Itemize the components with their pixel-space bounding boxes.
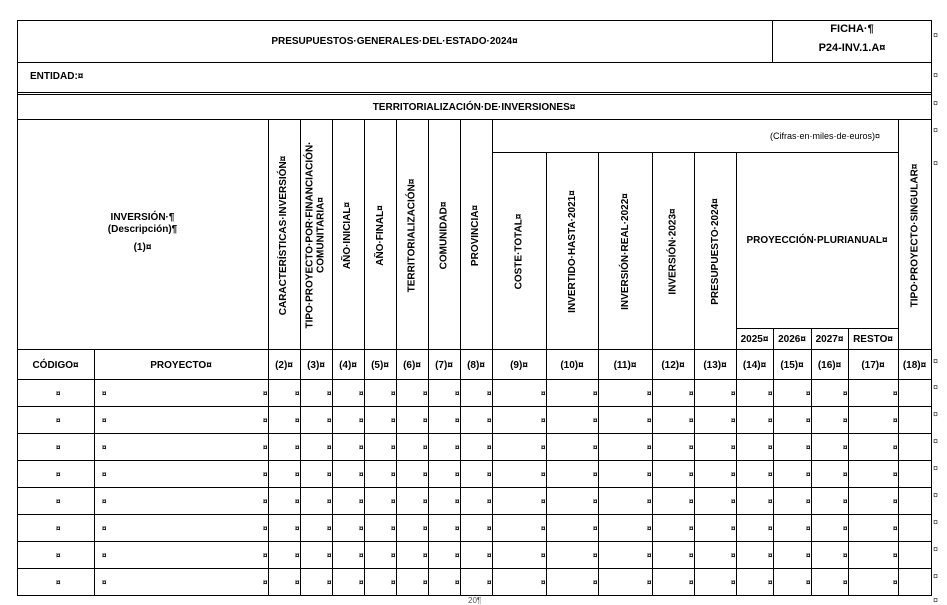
value-cell: ¤ xyxy=(455,443,460,452)
row-rule xyxy=(17,460,931,461)
value-cell: ¤ xyxy=(806,578,811,587)
value-cell: ¤ xyxy=(359,443,364,452)
value-cell: ¤ xyxy=(843,524,848,533)
col-divider xyxy=(492,119,493,595)
proyecto-cell: ¤ xyxy=(102,551,107,560)
value-cell: ¤ xyxy=(263,416,268,425)
margin-mark: ¤ xyxy=(933,544,939,554)
value-cell: ¤ xyxy=(843,578,848,587)
value-cell: ¤ xyxy=(893,389,898,398)
ficha-code: P24-INV.1.A¤ xyxy=(818,42,886,54)
value-cell: ¤ xyxy=(806,443,811,452)
value-cell: ¤ xyxy=(893,443,898,452)
codigo-cell: ¤ xyxy=(56,416,61,425)
value-cell: ¤ xyxy=(327,524,332,533)
value-cell: ¤ xyxy=(893,524,898,533)
codigo-cell: ¤ xyxy=(56,524,61,533)
value-cell: ¤ xyxy=(593,578,598,587)
tipo-singular-header: TIPO·PROYECTO·SINGULAR¤ xyxy=(909,163,920,307)
value-cell: ¤ xyxy=(541,443,546,452)
value-cell: ¤ xyxy=(263,497,268,506)
value-cell: ¤ xyxy=(455,524,460,533)
inversion-line1: INVERSIÓN·¶ xyxy=(110,212,175,223)
value-cell: ¤ xyxy=(295,416,300,425)
value-cell: ¤ xyxy=(391,470,396,479)
inversion-2023-header: INVERSIÓN·2023¤ xyxy=(667,207,679,295)
col-13: (13)¤ xyxy=(703,359,727,371)
col-divider xyxy=(811,328,812,595)
row-rule xyxy=(17,433,931,434)
value-cell: ¤ xyxy=(689,524,694,533)
territorializacion-header: TERRITORIALIZACIÓN¤ xyxy=(406,178,418,292)
value-cell: ¤ xyxy=(593,470,598,479)
col-3: (3)¤ xyxy=(307,359,325,371)
margin-mark: ¤ xyxy=(933,409,939,419)
col-proyecto: PROYECTO¤ xyxy=(150,359,212,371)
value-cell: ¤ xyxy=(295,389,300,398)
value-cell: ¤ xyxy=(768,470,773,479)
value-cell: ¤ xyxy=(327,416,332,425)
value-cell: ¤ xyxy=(455,389,460,398)
value-cell: ¤ xyxy=(455,470,460,479)
value-cell: ¤ xyxy=(731,524,736,533)
value-cell: ¤ xyxy=(689,389,694,398)
codigo-cell: ¤ xyxy=(56,578,61,587)
col-12: (12)¤ xyxy=(661,359,685,371)
value-cell: ¤ xyxy=(806,524,811,533)
inversion-title xyxy=(17,212,268,254)
value-cell: ¤ xyxy=(391,578,396,587)
value-cell: ¤ xyxy=(689,470,694,479)
entidad-label: ENTIDAD:¤ xyxy=(30,71,84,82)
value-cell: ¤ xyxy=(327,551,332,560)
margin-mark: ¤ xyxy=(933,436,939,446)
margin-mark: ¤ xyxy=(933,595,939,605)
col-divider xyxy=(652,152,653,595)
row-rule xyxy=(17,568,931,569)
value-cell: ¤ xyxy=(593,551,598,560)
margin-mark: ¤ xyxy=(933,517,939,527)
col-divider xyxy=(898,119,899,595)
value-cell: ¤ xyxy=(806,470,811,479)
ficha-divider xyxy=(772,20,773,62)
rule-below-proyeccion xyxy=(736,328,898,329)
col-divider xyxy=(773,328,774,595)
value-cell: ¤ xyxy=(768,389,773,398)
value-cell: ¤ xyxy=(487,578,492,587)
value-cell: ¤ xyxy=(593,497,598,506)
value-cell: ¤ xyxy=(263,443,268,452)
value-cell: ¤ xyxy=(731,416,736,425)
value-cell: ¤ xyxy=(647,416,652,425)
value-cell: ¤ xyxy=(541,497,546,506)
row-rule xyxy=(17,487,931,488)
row-rule xyxy=(17,406,931,407)
value-cell: ¤ xyxy=(327,497,332,506)
col-9: (9)¤ xyxy=(510,359,528,371)
value-cell: ¤ xyxy=(731,551,736,560)
value-cell: ¤ xyxy=(647,389,652,398)
units-note: (Cifras·en·miles·de·euros)¤ xyxy=(770,131,881,141)
value-cell: ¤ xyxy=(647,470,652,479)
rule-below-title xyxy=(17,62,931,63)
value-cell: ¤ xyxy=(647,524,652,533)
codigo-cell: ¤ xyxy=(56,551,61,560)
codigo-cell: ¤ xyxy=(56,470,61,479)
value-cell: ¤ xyxy=(487,470,492,479)
value-cell: ¤ xyxy=(455,551,460,560)
value-cell: ¤ xyxy=(647,497,652,506)
value-cell: ¤ xyxy=(295,497,300,506)
value-cell: ¤ xyxy=(541,578,546,587)
anio-final-header: AÑO·FINAL¤ xyxy=(374,204,386,266)
value-cell: ¤ xyxy=(768,443,773,452)
value-cell: ¤ xyxy=(843,470,848,479)
value-cell: ¤ xyxy=(423,497,428,506)
proyecto-cell: ¤ xyxy=(102,443,107,452)
rule-below-units xyxy=(492,152,898,153)
document-title: PRESUPUESTOS·GENERALES·DEL·ESTADO·2024¤ xyxy=(271,35,518,47)
col-16: (16)¤ xyxy=(817,359,842,371)
row-rule xyxy=(17,595,931,596)
value-cell: ¤ xyxy=(327,470,332,479)
proyeccion-year-2027: 2027¤ xyxy=(815,333,844,345)
value-cell: ¤ xyxy=(593,443,598,452)
margin-mark: ¤ xyxy=(933,490,939,500)
proyecto-cell: ¤ xyxy=(102,416,107,425)
value-cell: ¤ xyxy=(423,551,428,560)
tipo-financiacion-header: TIPO·PROYECTO·POR·FINANCIACIÓN· COMUNITARIA¤ xyxy=(305,141,328,329)
value-cell: ¤ xyxy=(391,416,396,425)
value-cell: ¤ xyxy=(731,443,736,452)
col-divider xyxy=(268,119,269,595)
col-8: (8)¤ xyxy=(467,359,485,371)
margin-mark: ¤ xyxy=(933,70,939,80)
col-divider xyxy=(396,119,397,595)
value-cell: ¤ xyxy=(541,551,546,560)
comunidad-header: COMUNIDAD¤ xyxy=(438,201,450,269)
value-cell: ¤ xyxy=(689,497,694,506)
col-18: (18)¤ xyxy=(902,359,927,371)
row-rule xyxy=(17,514,931,515)
value-cell: ¤ xyxy=(263,389,268,398)
value-cell: ¤ xyxy=(263,578,268,587)
value-cell: ¤ xyxy=(487,389,492,398)
rule-header-bottom xyxy=(17,349,931,350)
value-cell: ¤ xyxy=(295,443,300,452)
margin-mark: ¤ xyxy=(933,98,939,108)
value-cell: ¤ xyxy=(593,524,598,533)
value-cell: ¤ xyxy=(768,551,773,560)
value-cell: ¤ xyxy=(731,497,736,506)
value-cell: ¤ xyxy=(768,578,773,587)
inversion-real-2022-header: INVERSIÓN·REAL·2022¤ xyxy=(619,192,631,310)
value-cell: ¤ xyxy=(487,443,492,452)
codigo-cell: ¤ xyxy=(56,443,61,452)
proyecto-cell: ¤ xyxy=(102,389,107,398)
value-cell: ¤ xyxy=(359,524,364,533)
value-cell: ¤ xyxy=(423,443,428,452)
value-cell: ¤ xyxy=(689,443,694,452)
anio-inicial-header: AÑO·INICIAL¤ xyxy=(342,201,354,269)
value-cell: ¤ xyxy=(295,551,300,560)
col-17: (17)¤ xyxy=(861,359,885,371)
proyeccion-year-2026: 2026¤ xyxy=(778,333,806,345)
col-divider xyxy=(598,152,599,595)
col-divider xyxy=(428,119,429,595)
value-cell: ¤ xyxy=(893,497,898,506)
col-6: (6)¤ xyxy=(403,359,421,371)
value-cell: ¤ xyxy=(893,416,898,425)
inversion-line3: (1)¤ xyxy=(133,242,152,253)
value-cell: ¤ xyxy=(689,578,694,587)
value-cell: ¤ xyxy=(843,551,848,560)
row-rule xyxy=(17,379,931,380)
value-cell: ¤ xyxy=(487,551,492,560)
value-cell: ¤ xyxy=(423,389,428,398)
proyeccion-year-2025: 2025¤ xyxy=(740,333,769,345)
value-cell: ¤ xyxy=(487,524,492,533)
margin-mark: ¤ xyxy=(933,356,939,366)
value-cell: ¤ xyxy=(455,497,460,506)
value-cell: ¤ xyxy=(359,470,364,479)
value-cell: ¤ xyxy=(843,497,848,506)
value-cell: ¤ xyxy=(806,389,811,398)
value-cell: ¤ xyxy=(391,524,396,533)
col-5: (5)¤ xyxy=(371,359,389,371)
col-4: (4)¤ xyxy=(339,359,357,371)
value-cell: ¤ xyxy=(541,389,546,398)
col-divider xyxy=(300,119,301,595)
col-15: (15)¤ xyxy=(780,359,804,371)
value-cell: ¤ xyxy=(843,416,848,425)
codigo-cell: ¤ xyxy=(56,389,61,398)
value-cell: ¤ xyxy=(359,389,364,398)
value-cell: ¤ xyxy=(843,443,848,452)
value-cell: ¤ xyxy=(893,470,898,479)
margin-mark: ¤ xyxy=(933,571,939,581)
value-cell: ¤ xyxy=(647,551,652,560)
value-cell: ¤ xyxy=(893,551,898,560)
proyeccion-title: PROYECCIÓN·PLURIANUAL¤ xyxy=(746,234,888,246)
border-top xyxy=(17,20,931,21)
value-cell: ¤ xyxy=(893,578,898,587)
col-divider xyxy=(736,152,737,595)
proyecto-cell: ¤ xyxy=(102,470,107,479)
value-cell: ¤ xyxy=(593,416,598,425)
inversion-line2: (Descripción)¶ xyxy=(107,224,178,235)
value-cell: ¤ xyxy=(423,578,428,587)
col-divider xyxy=(546,152,547,595)
proyecto-cell: ¤ xyxy=(102,524,107,533)
ficha-label: FICHA·¶ xyxy=(830,23,874,35)
col-divider xyxy=(332,119,333,595)
value-cell: ¤ xyxy=(593,389,598,398)
value-cell: ¤ xyxy=(689,551,694,560)
provincia-header: PROVINCIA¤ xyxy=(470,204,482,266)
proyecto-cell: ¤ xyxy=(102,578,107,587)
col-divider xyxy=(364,119,365,595)
margin-mark: ¤ xyxy=(933,382,939,392)
rule-below-section xyxy=(17,119,931,120)
border-right xyxy=(931,20,932,596)
value-cell: ¤ xyxy=(806,416,811,425)
col-divider xyxy=(848,328,849,595)
value-cell: ¤ xyxy=(359,497,364,506)
value-cell: ¤ xyxy=(731,389,736,398)
value-cell: ¤ xyxy=(359,551,364,560)
col-codigo: CÓDIGO¤ xyxy=(32,359,79,371)
value-cell: ¤ xyxy=(295,524,300,533)
value-cell: ¤ xyxy=(423,416,428,425)
value-cell: ¤ xyxy=(327,578,332,587)
border-left xyxy=(17,20,18,596)
col-10: (10)¤ xyxy=(560,359,584,371)
value-cell: ¤ xyxy=(806,551,811,560)
col-divider xyxy=(694,152,695,595)
value-cell: ¤ xyxy=(263,551,268,560)
col-2: (2)¤ xyxy=(275,359,293,371)
value-cell: ¤ xyxy=(487,497,492,506)
invertido-2021-header: INVERTIDO·HASTA·2021¤ xyxy=(566,189,578,313)
value-cell: ¤ xyxy=(391,497,396,506)
margin-mark: ¤ xyxy=(933,30,939,40)
proyeccion-year-resto: RESTO¤ xyxy=(853,333,893,345)
col-14: (14)¤ xyxy=(742,359,767,371)
value-cell: ¤ xyxy=(391,551,396,560)
value-cell: ¤ xyxy=(647,578,652,587)
value-cell: ¤ xyxy=(806,497,811,506)
coste-total-header: COSTE·TOTAL¤ xyxy=(513,213,525,289)
col-divider xyxy=(460,119,461,595)
value-cell: ¤ xyxy=(263,470,268,479)
value-cell: ¤ xyxy=(391,389,396,398)
value-cell: ¤ xyxy=(295,578,300,587)
value-cell: ¤ xyxy=(768,497,773,506)
col-11: (11)¤ xyxy=(613,359,637,371)
value-cell: ¤ xyxy=(263,524,268,533)
rule-below-entidad xyxy=(17,92,931,93)
value-cell: ¤ xyxy=(843,389,848,398)
margin-mark: ¤ xyxy=(933,125,939,135)
page-number: 20¶ xyxy=(468,596,482,605)
caracteristicas-header: CARACTERÍSTICAS·INVERSIÓN¤ xyxy=(278,155,290,315)
value-cell: ¤ xyxy=(768,416,773,425)
value-cell: ¤ xyxy=(455,578,460,587)
section-title: TERRITORIALIZACIÓN·DE·INVERSIONES¤ xyxy=(372,101,576,113)
proyecto-cell: ¤ xyxy=(102,497,107,506)
rule-double xyxy=(17,94,931,95)
value-cell: ¤ xyxy=(731,578,736,587)
value-cell: ¤ xyxy=(541,524,546,533)
value-cell: ¤ xyxy=(541,416,546,425)
col-divider xyxy=(94,349,95,595)
value-cell: ¤ xyxy=(768,524,773,533)
value-cell: ¤ xyxy=(295,470,300,479)
value-cell: ¤ xyxy=(731,470,736,479)
margin-mark: ¤ xyxy=(933,158,939,168)
value-cell: ¤ xyxy=(689,416,694,425)
col-7: (7)¤ xyxy=(435,359,453,371)
value-cell: ¤ xyxy=(359,578,364,587)
value-cell: ¤ xyxy=(647,443,652,452)
value-cell: ¤ xyxy=(487,416,492,425)
value-cell: ¤ xyxy=(327,389,332,398)
row-rule xyxy=(17,541,931,542)
codigo-cell: ¤ xyxy=(56,497,61,506)
value-cell: ¤ xyxy=(327,443,332,452)
presupuesto-2024-header: PRESUPUESTO·2024¤ xyxy=(709,197,721,305)
value-cell: ¤ xyxy=(391,443,396,452)
value-cell: ¤ xyxy=(423,470,428,479)
value-cell: ¤ xyxy=(359,416,364,425)
value-cell: ¤ xyxy=(541,470,546,479)
margin-mark: ¤ xyxy=(933,463,939,473)
value-cell: ¤ xyxy=(455,416,460,425)
value-cell: ¤ xyxy=(423,524,428,533)
